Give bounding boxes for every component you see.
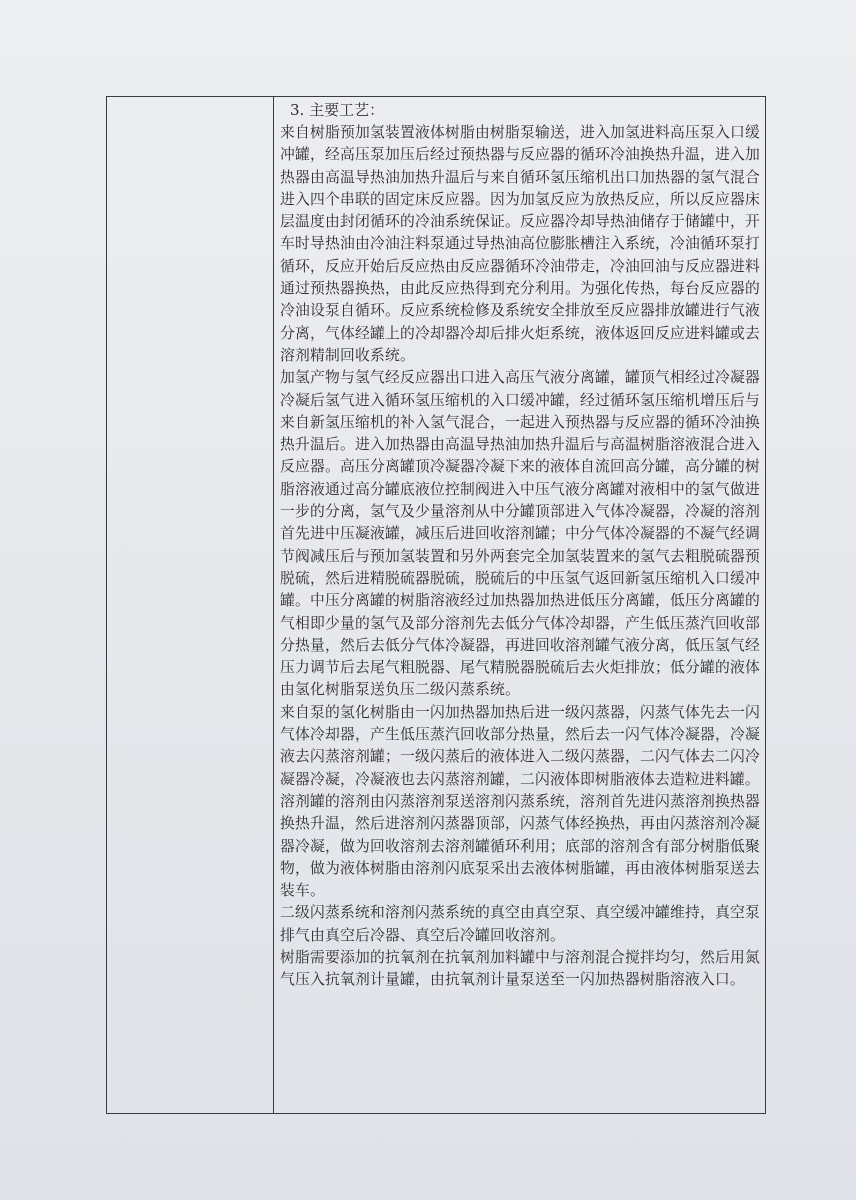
- paragraph-separation: 加氢产物与氢气经反应器出口进入高压气液分离罐，罐顶气相经过冷凝器冷凝后氢气进入循环氢压缩机的入口缓冲罐，经过循环氢压缩机增压后与来自新氢压缩机的补入氢气混合，一起进入预热器与反应器的循环冷油换热升温后。进入加热器由高温导热油加热升温后与高温树脂溶液混合进入反应器。高压分离罐顶冷凝器冷凝下来的液体自流回高分罐，高分罐的树脂溶液通过高分罐底液位控制阀进入中压气液分离罐对液相中的氢气做进一步的分离，氢气及少量溶剂从中分罐顶部进入气体冷凝器，冷凝的溶剂首先进中压凝液罐，减压后进回收溶剂罐；中分气体冷凝器的不凝气经调节阀减压后与预加氢装置和另外两套完全加氢装置来的氢气去粗脱硫器预脱硫，然后进精脱硫器脱硫，脱硫后的中压氢气返回新氢压缩机入口缓冲罐。中压分离罐的树脂溶液经过加热器加热进低压分离罐，低压分离罐的气相即少量的氢气及部分溶剂先去低分气体冷却器，产生低压蒸汽回收部分热量，然后去低分气体冷凝器，再进回收溶剂罐气液分离，低压氢气经压力调节后去尾气粗脱器、尾气精脱器脱硫后去火炬排放；低分罐的液体由氢化树脂泵送负压二级闪蒸系统。: [280, 369, 760, 699]
- paragraph-hydrogenation-feed: 来自树脂预加氢装置液体树脂由树脂泵输送，进入加氢进料高压泵入口缓冲罐，经高压泵加压后经过预热器与反应器的循环冷油换热升温，进入加热器由高温导热油加热升温后与来自循环氢压缩机出口加热器的氢气混合进入四个串联的固定床反应器。因为加氢反应为放热反应，所以反应器床层温度由封闭循环的冷油系统保证。反应器冷却导热油储存于储罐中，开车时导热油由冷油注料泵通过导热油高位膨胀槽注入系统，冷油循环泵打循环，反应开始后反应热由反应器循环冷油带走，冷油回油与反应器进料通过预热器换热，由此反应热得到充分利用。为强化传热，每台反应器的冷油设泵自循环。反应系统检修及系统安全排放至反应器排放罐进行气液分离，气体经罐上的冷却器冷却后排火炬系统，液体返回反应进料罐或去溶剂精制回收系统。: [280, 124, 760, 364]
- table-content-cell: [280, 99, 760, 1109]
- process-table: [106, 96, 766, 1114]
- paragraph-flash-evaporation: 来自泵的氢化树脂由一闪加热器加热后进一级闪蒸器，闪蒸气体先去一闪气体冷却器，产生低压蒸汽回收部分热量，然后去一闪气体冷凝器，冷凝液去闪蒸溶剂罐；一级闪蒸后的液体进入二级闪蒸器，二闪气体去二闪冷凝器冷凝，冷凝液也去闪蒸溶剂罐，二闪液体即树脂液体去造粒进料罐。: [280, 703, 760, 788]
- section-heading: 3. 主要工艺：: [290, 101, 385, 119]
- paragraph-antioxidant: 树脂需要添加的抗氧剂在抗氧剂加料罐中与溶剂混合搅拌均匀，然后用氮气压入抗氧剂计量罐，由抗氧剂计量泵送至一闪加热器树脂溶液入口。: [280, 948, 760, 989]
- paragraph-solvent-flash: 溶剂罐的溶剂由闪蒸溶剂泵送溶剂闪蒸系统，溶剂首先进闪蒸溶剂换热器换热升温，然后进溶剂闪蒸器顶部，闪蒸气体经换热，再由闪蒸溶剂冷凝器冷凝，做为回收溶剂去溶剂罐循环利用；底部的溶剂含有部分树脂低聚物，做为液体树脂由溶剂闪底泵采出去液体树脂罐，再由液体树脂泵送去装车。: [280, 792, 760, 900]
- paragraph-vacuum-system: 二级闪蒸系统和溶剂闪蒸系统的真空由真空泵、真空缓冲罐维持，真空泵排气由真空后冷器、真空后冷罐回收溶剂。: [280, 904, 760, 944]
- table-label-column: [107, 97, 274, 1113]
